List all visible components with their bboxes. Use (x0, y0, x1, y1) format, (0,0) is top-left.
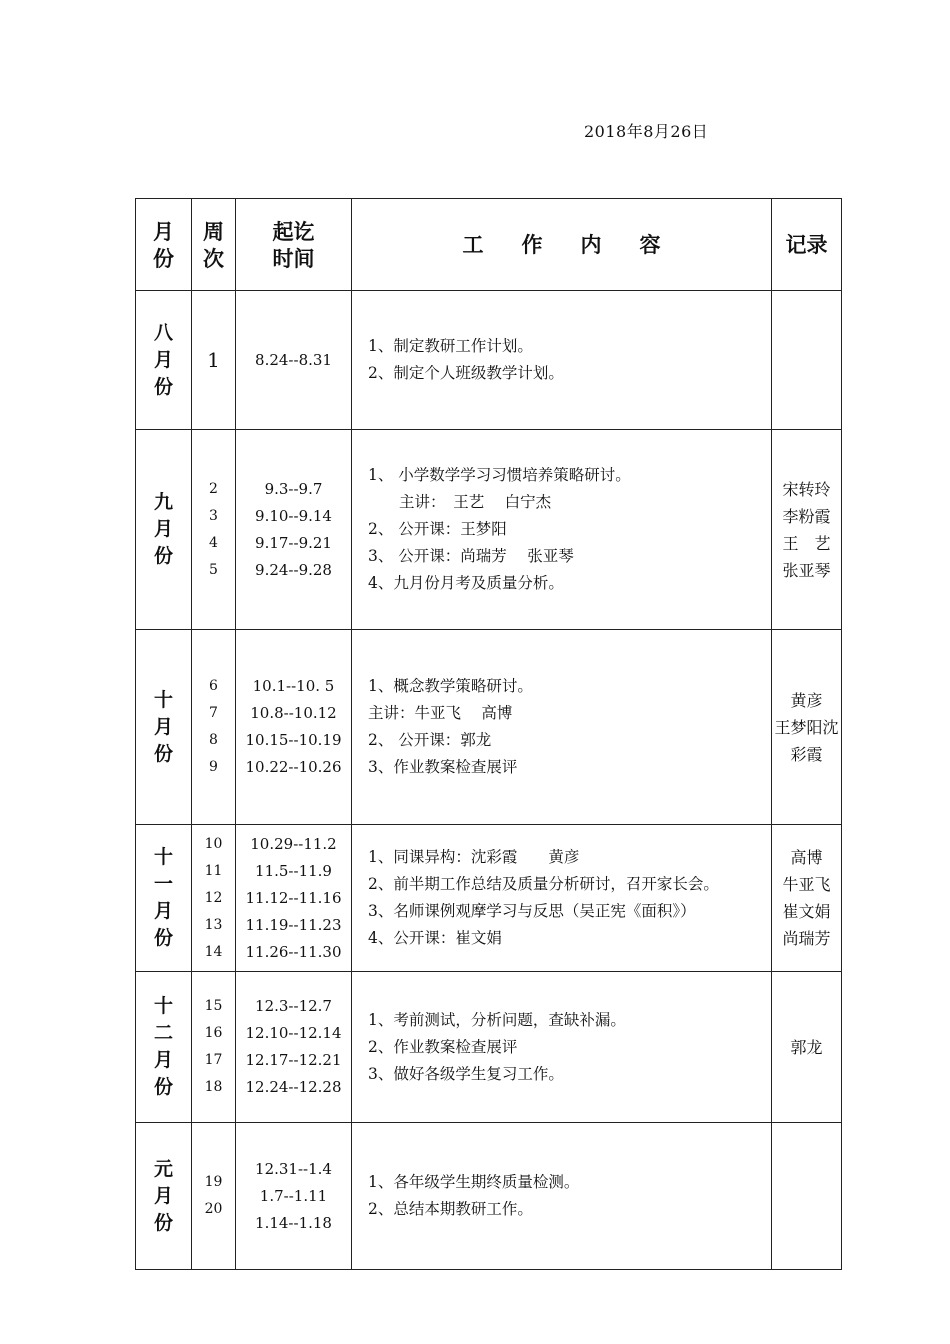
header-time-line: 起讫 (272, 218, 315, 244)
work-item: 主讲： 王艺 白宁杰 (368, 493, 552, 511)
time-range-cell (236, 430, 352, 630)
week-number: 18 (204, 1079, 223, 1095)
header-content-char: 内 (580, 232, 602, 257)
work-item: 2、 公开课：郭龙 (368, 731, 492, 749)
record-cell (772, 972, 842, 1123)
month-char: 元 (153, 1157, 173, 1180)
time-range: 11.5--11.9 (255, 861, 332, 880)
header-content-char: 作 (521, 232, 543, 257)
time-range: 12.24--12.28 (245, 1078, 342, 1096)
work-content-cell (352, 291, 772, 430)
time-range: 9.17--9.21 (255, 533, 332, 552)
week-number: 1 (207, 347, 220, 372)
time-range: 12.3--12.7 (255, 997, 332, 1015)
table-row (136, 430, 842, 630)
header-time-line: 时间 (272, 245, 315, 271)
week-number: 2 (209, 480, 218, 497)
week-number: 7 (209, 705, 218, 721)
week-cell (192, 430, 236, 630)
month-char: 九 (153, 491, 173, 513)
time-range: 9.3--9.7 (264, 479, 323, 498)
teaching-research-schedule-table (135, 198, 842, 1270)
week-number: 9 (209, 759, 218, 775)
week-number: 10 (204, 835, 223, 852)
header-record: 记录 (772, 199, 842, 291)
work-item: 1、考前测试，分析问题，查缺补漏。 (368, 1010, 626, 1029)
record-name: 高博 (790, 848, 823, 867)
header-week (192, 199, 236, 291)
work-item: 1、同课异构：沈彩霞 黄彦 (368, 848, 580, 866)
work-item: 4、九月份月考及质量分析。 (368, 574, 564, 592)
month-char: 份 (153, 545, 173, 567)
month-char: 份 (153, 1076, 173, 1098)
work-content-cell (352, 430, 772, 630)
record-name: 尚瑞芳 (782, 929, 831, 948)
time-range: 11.12--11.16 (245, 888, 342, 907)
month-char: 月 (153, 518, 173, 540)
month-char: 份 (153, 927, 173, 949)
month-char: 十 (153, 995, 173, 1017)
month-cell (136, 630, 192, 825)
work-item: 1、制定教研工作计划。 (368, 337, 533, 355)
time-range-cell (236, 291, 352, 430)
work-item: 1、概念教学策略研讨。 (368, 677, 533, 695)
month-char: 月 (153, 348, 173, 371)
time-range: 9.10--9.14 (255, 506, 332, 525)
week-number: 20 (204, 1201, 223, 1217)
record-name: 牛亚飞 (782, 875, 831, 894)
record-cell (772, 430, 842, 630)
record-cell (772, 291, 842, 430)
week-number: 16 (204, 1025, 223, 1041)
month-char: 二 (153, 1022, 173, 1044)
time-range: 9.24--9.28 (255, 560, 332, 579)
document-date: 2018年8月26日 (584, 122, 709, 141)
record-cell (772, 1123, 842, 1270)
month-char: 月 (153, 1184, 173, 1207)
work-content-cell (352, 630, 772, 825)
work-item: 主讲：牛亚飞 高博 (368, 704, 513, 722)
week-number: 11 (204, 862, 223, 879)
month-char: 十 (153, 688, 173, 711)
month-char: 月 (153, 715, 173, 738)
work-item: 2、总结本期教研工作。 (368, 1200, 533, 1218)
record-name: 彩霞 (790, 744, 823, 764)
work-item: 2、作业教案检查展评 (368, 1037, 518, 1056)
time-range-cell (236, 1123, 352, 1270)
week-number: 12 (204, 889, 223, 906)
work-item: 2、前半期工作总结及质量分析研讨，召开家长会。 (368, 875, 719, 893)
month-char: 月 (153, 900, 173, 922)
month-char: 份 (153, 1211, 173, 1234)
record-name: 宋转玲 (782, 479, 831, 499)
time-range: 1.7--1.11 (259, 1186, 328, 1205)
table-row (136, 825, 842, 972)
month-char: 份 (153, 375, 173, 398)
week-cell (192, 291, 236, 430)
header-week-char: 次 (203, 245, 224, 271)
week-cell (192, 630, 236, 825)
header-content-char: 容 (639, 232, 661, 257)
month-char: 八 (153, 321, 173, 344)
time-range: 8.24--8.31 (255, 350, 332, 369)
month-cell (136, 291, 192, 430)
week-number: 3 (209, 507, 218, 524)
work-item: 1、 小学数学学习习惯培养策略研讨。 (368, 466, 631, 484)
month-cell (136, 972, 192, 1123)
month-cell (136, 825, 192, 972)
time-range-cell (236, 972, 352, 1123)
table-body (136, 291, 842, 1270)
time-range: 10.22--10.26 (245, 758, 342, 776)
time-range: 12.31--1.4 (255, 1159, 332, 1178)
record-cell (772, 630, 842, 825)
header-time (236, 199, 352, 291)
time-range-cell (236, 630, 352, 825)
week-number: 6 (209, 678, 218, 694)
header-month (136, 199, 192, 291)
table-row (136, 291, 842, 430)
time-range: 1.14--1.18 (255, 1213, 332, 1232)
record-name: 郭龙 (790, 1037, 823, 1057)
header-month-char: 月 (153, 218, 174, 244)
work-item: 2、制定个人班级教学计划。 (368, 364, 564, 382)
record-name: 张亚琴 (782, 560, 831, 580)
time-range: 10.15--10.19 (245, 731, 342, 749)
table-row (136, 1123, 842, 1270)
table-header-row (136, 199, 842, 291)
time-range: 12.10--12.14 (245, 1024, 342, 1042)
work-item: 3、作业教案检查展评 (368, 758, 518, 776)
month-cell (136, 1123, 192, 1270)
week-cell (192, 825, 236, 972)
work-content-cell (352, 1123, 772, 1270)
header-week-char: 周 (203, 218, 224, 244)
time-range: 11.26--11.30 (245, 942, 342, 961)
week-number: 5 (209, 561, 218, 578)
week-number: 19 (204, 1174, 223, 1190)
month-cell (136, 430, 192, 630)
work-item: 3、做好各级学生复习工作。 (368, 1064, 564, 1083)
week-number: 13 (204, 916, 223, 933)
work-item: 3、名师课例观摩学习与反思（吴正宪《面积》） (368, 902, 696, 920)
month-char: 份 (153, 742, 173, 765)
work-content-cell (352, 825, 772, 972)
table-row (136, 972, 842, 1123)
work-content-cell (352, 972, 772, 1123)
header-content (352, 199, 772, 291)
record-name: 王 艺 (782, 533, 831, 553)
work-item: 1、各年级学生期终质量检测。 (368, 1173, 580, 1191)
time-range: 11.19--11.23 (245, 915, 342, 934)
record-name: 崔文娟 (782, 902, 831, 921)
time-range: 12.17--12.21 (245, 1051, 342, 1069)
week-number: 4 (209, 534, 218, 551)
time-range-cell (236, 825, 352, 972)
time-range: 10.1--10. 5 (252, 677, 335, 695)
month-char: 月 (153, 1049, 173, 1071)
record-name: 李粉霞 (782, 506, 831, 526)
work-item: 4、公开课：崔文娟 (368, 929, 502, 947)
work-item: 2、 公开课：王梦阳 (368, 520, 507, 538)
record-name: 黄彦 (790, 690, 823, 710)
week-number: 8 (209, 732, 218, 748)
time-range: 10.8--10.12 (250, 704, 337, 722)
work-item: 3、 公开课：尚瑞芳 张亚琴 (368, 547, 574, 565)
month-char: 一 (153, 873, 173, 895)
record-cell (772, 825, 842, 972)
month-char: 十 (153, 846, 173, 868)
time-range: 10.29--11.2 (250, 834, 337, 853)
week-cell (192, 972, 236, 1123)
week-cell (192, 1123, 236, 1270)
week-number: 17 (204, 1052, 223, 1068)
record-name: 王梦阳沈 (774, 717, 839, 737)
header-month-char: 份 (153, 245, 174, 271)
week-number: 14 (204, 943, 223, 960)
header-content-char: 工 (462, 232, 484, 257)
week-number: 15 (204, 998, 223, 1014)
table-row (136, 630, 842, 825)
